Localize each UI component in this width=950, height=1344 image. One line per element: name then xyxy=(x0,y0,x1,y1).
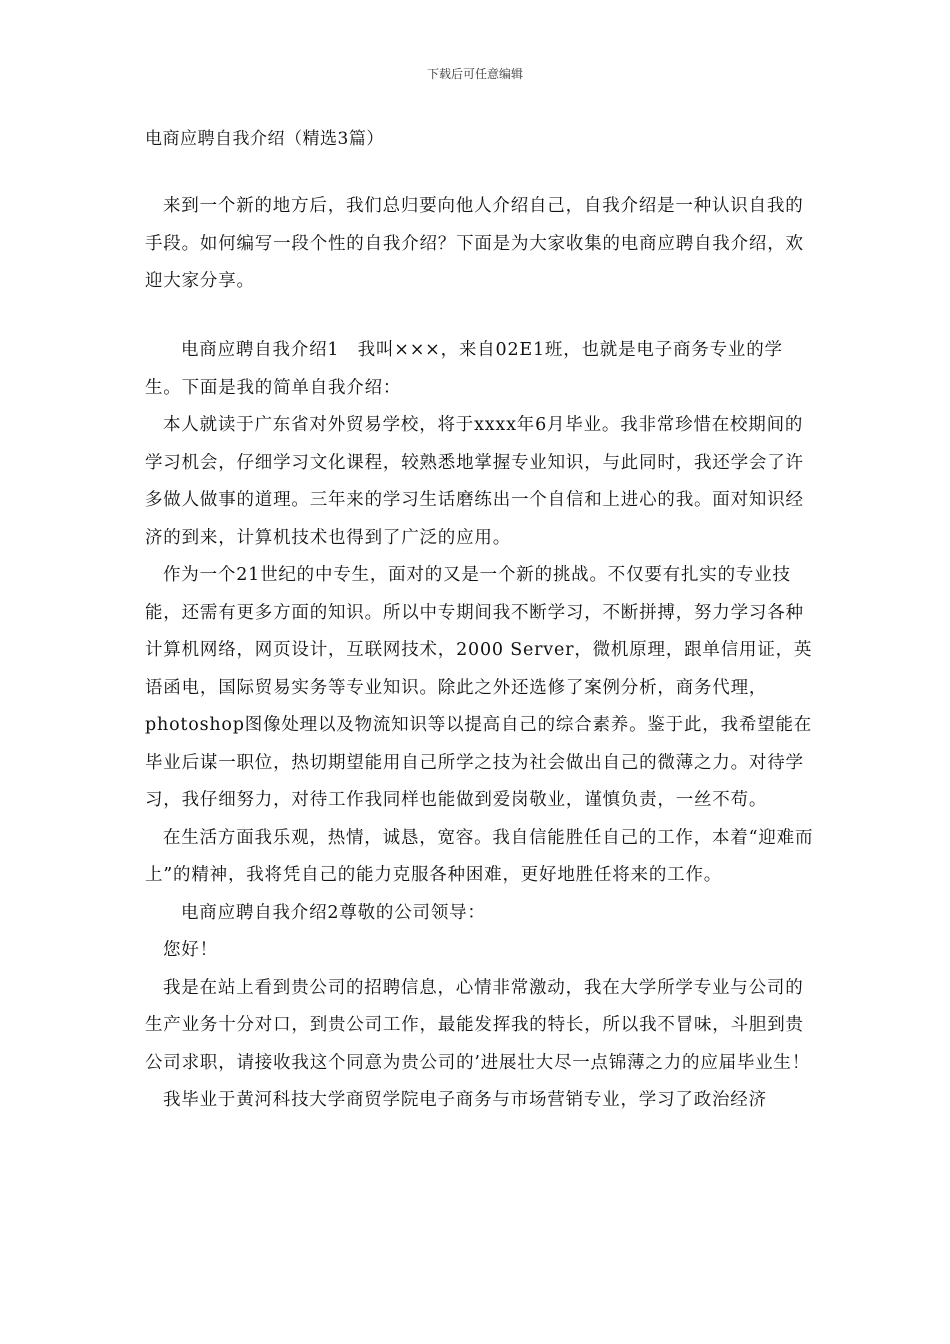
body-paragraph: 我毕业于黄河科技大学商贸学院电子商务与市场营销专业，学习了政治经济 xyxy=(163,1090,767,1110)
body-paragraph: 本人就读于广东省对外贸易学校，将于xxxx年6月毕业。我非常珍惜在校期间的学习机会，仔细学习文化课程，较熟悉地掌握专业知识，与此同时，我还学会了许多做人做事的道理。三年来的学习生话磨练出一个自信和上进心的我。面对知识经济的到来，计算机技术也得到了广泛的应用。 xyxy=(145,415,804,548)
document-title: 电商应聘自我介绍（精选3篇） xyxy=(145,129,384,149)
body-paragraph: 我是在站上看到贵公司的招聘信息，心情非常激动，我在大学所学专业与公司的生产业务十分对口，到贵公司工作，最能发挥我的特长，所以我不冒味，斗胆到贵公司求职，请接收我这个同意为贵公司的’进展壮大尽一点锦薄之力的应届毕业生！ xyxy=(145,977,811,1073)
body-block xyxy=(145,332,817,1120)
body-paragraph: 作为一个21世纪的中专生，面对的又是一个新的挑战。不仅要有扎实的专业技能，还需有更多方面的知识。所以中专期间我不断学习，不断拼搏，努力学习各种计算机网络，网页设计，互联网技术，2000 Server，微机原理，跟单信用证，英语函电，国际贸易实务等专业知识。除此之外还选修了案例分析，商务代理，photoshop图像处理以及物流知识等以提高自己的综合素养。鉴于此，我希望能在毕业后谋一职位，热切期望能用自己所学之技为社会做出自己的微薄之力。对待学习，我仔细努力，对待工作我同样也能做到爱岗敬业，谨慎负责，一丝不苟。 xyxy=(145,565,813,810)
greeting-paragraph: 您好！ xyxy=(163,940,218,960)
intro-block xyxy=(145,188,817,301)
intro-paragraph: 来到一个新的地方后，我们总归要向他人介绍自己，自我介绍是一种认识自我的手段。如何编写一段个性的自我介绍？下面是为大家收集的电商应聘自我介绍，欢迎大家分享。 xyxy=(145,196,804,291)
section-2-heading-paragraph: 电商应聘自我介绍2尊敬的公司领导： xyxy=(181,902,486,923)
page-header: 下载后可任意编辑 xyxy=(426,67,523,81)
section-1-heading-paragraph: 电商应聘自我介绍1 我叫×××，来自02E1班，也就是电子商务专业的学生。下面是我的简单自我介绍： xyxy=(145,340,783,398)
body-paragraph: 在生活方面我乐观，热情，诚恳，宽容。我自信能胜任自己的工作，本着“迎难而上”的精神，我将凭自己的能力克服各种困难，更好地胜任将来的工作。 xyxy=(145,827,814,885)
